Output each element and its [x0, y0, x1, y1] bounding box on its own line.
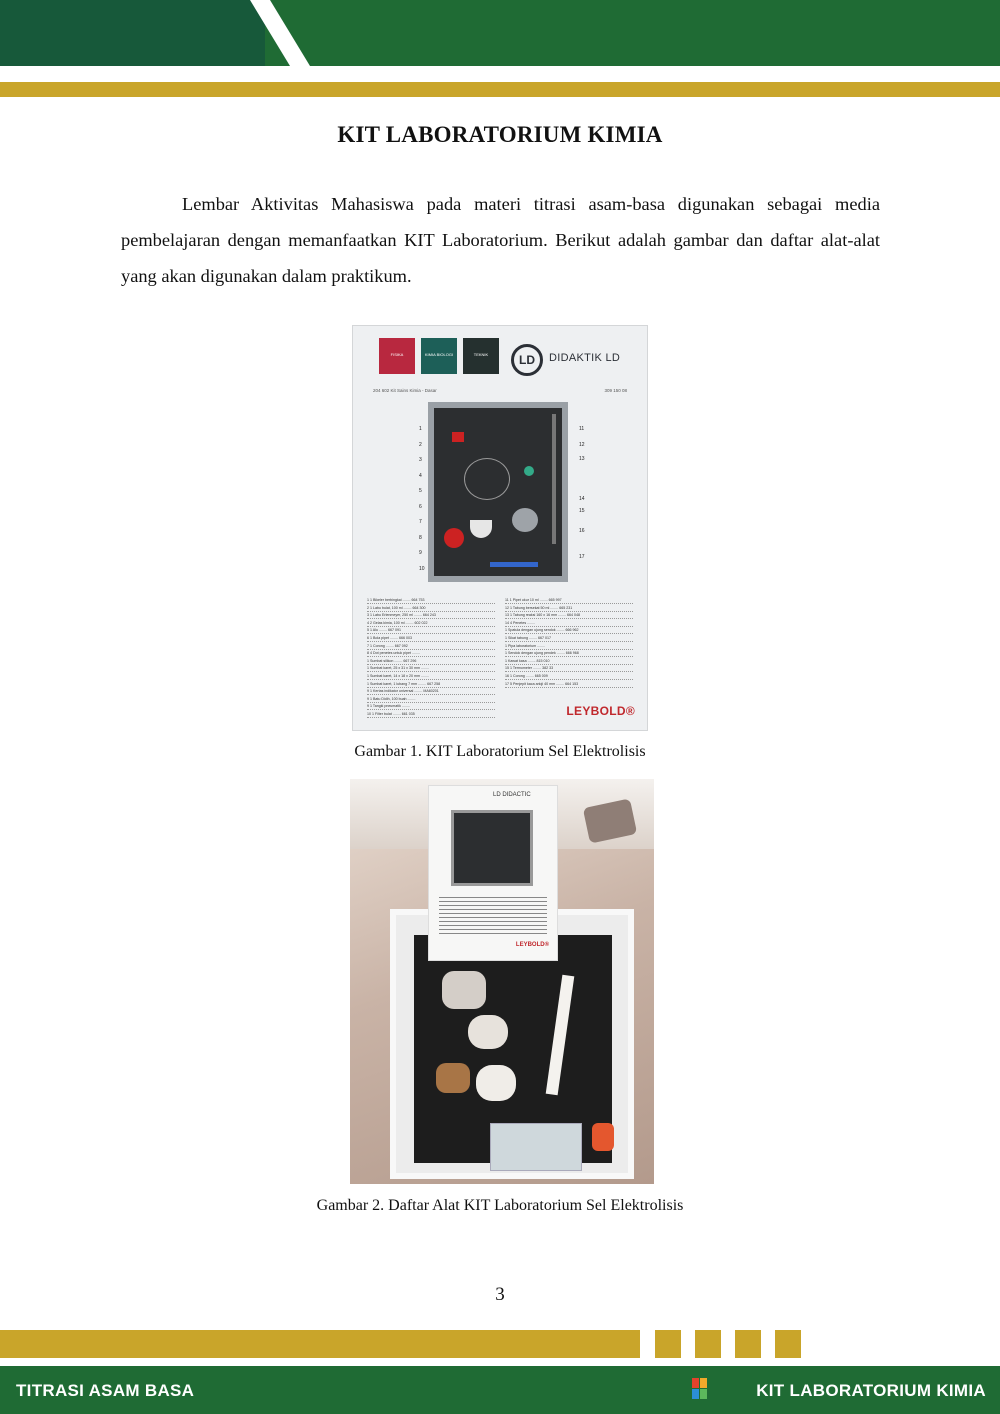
- parts-list-item: 1 Sumbat karet, 14 x 18 x 20 mm ........: [367, 674, 495, 680]
- item-number: 16: [579, 528, 585, 534]
- parts-list-item: 17 5 Penjepit kaca arloji 40 mm ........ 664 153: [505, 682, 633, 688]
- page-title: KIT LABORATORIUM KIMIA: [337, 122, 663, 147]
- parts-list-item: 3 1 Labu Erlenmeyer, 250 ml ........ 664 243: [367, 613, 495, 619]
- parts-list-item: 14 4 Penetes ........: [505, 621, 633, 627]
- footer-gold-stripe: [0, 1330, 640, 1358]
- parts-list-item: 5 1 Alu ........ 667 091: [367, 628, 495, 634]
- footer-gold-block: [735, 1330, 761, 1358]
- parts-list-item: 10 1 Filter bulat ........ 661 035: [367, 712, 495, 718]
- header-dark-shape: [0, 0, 265, 66]
- figure-2-caption: Gambar 2. Daftar Alat KIT Laboratorium Sel Elektrolisis: [316, 1197, 684, 1214]
- parts-list-item: 9 1 Tangki pneumatik ........: [367, 704, 495, 710]
- item-number: 10: [419, 565, 425, 572]
- ld-logo-icon: LD: [511, 344, 543, 376]
- parts-list-item: 1 Spatula dengan ujung sendok ........ 666 962: [505, 628, 633, 634]
- parts-list-item: 6 1 Bola pipet ........ 666 003: [367, 636, 495, 642]
- item-number: 14: [579, 496, 585, 502]
- item-number: 13: [579, 456, 585, 462]
- item-number: 7: [419, 519, 422, 525]
- parts-list-item: 4 2 Gelas kimia, 100 ml ........ 602 022: [367, 621, 495, 627]
- parts-list-item: 1 Sumbat karet, 1 lubang 7 mm ........ 667 258: [367, 682, 495, 688]
- parts-list-item: 13 1 Tabung reaksi 160 x 16 mm ........ 664 048: [505, 613, 633, 619]
- parts-list-item: 9 1 Batu Didih, 100 buah ........: [367, 697, 495, 703]
- leybold-brand: LEYBOLD®: [566, 704, 635, 718]
- item-number: 8: [419, 534, 422, 541]
- item-number: 2: [419, 441, 422, 448]
- parts-list-item: 15 1 Termometer ........ 382 33: [505, 666, 633, 672]
- ld-logo-text: DIDAKTIK LD: [549, 352, 621, 364]
- footer-left-title: TITRASI ASAM BASA: [16, 1381, 195, 1400]
- footer-gold-block: [655, 1330, 681, 1358]
- category-square-chemistry: KIMIA BIOLOGI: [421, 338, 457, 374]
- category-square-technic: TEKNIK: [463, 338, 499, 374]
- item-number: 9: [419, 550, 422, 556]
- parts-list-item: 12 1 Tabung bersekat 50 ml ........ 665 231: [505, 606, 633, 612]
- item-number: 4: [419, 472, 422, 479]
- item-number: 6: [419, 503, 422, 510]
- parts-list-item: 1 Sumbat silikon ........ 667 296: [367, 659, 495, 665]
- parts-list-item: 1 Kawat kasa ........ 815 010: [505, 659, 633, 665]
- parts-list-item: 2 1 Labu bulat, 100 ml ........ 664 300: [367, 606, 495, 612]
- footer-right-title: KIT LABORATORIUM KIMIA: [756, 1381, 986, 1400]
- header-gold-stripe: [0, 82, 1000, 97]
- parts-list-item: 1 1 Bikeler berbingkai ........ 664 753: [367, 598, 495, 604]
- parts-list-left: [367, 598, 495, 720]
- parts-list-item: 1 Sendok dengan ujung pendek ........ 666 968: [505, 651, 633, 657]
- parts-list-item: 16 1 Corong ........ 665 009: [505, 674, 633, 680]
- kit-subtitle: 204 602 Kit Sains Kimia - Dasar: [373, 388, 437, 393]
- intro-paragraph: Lembar Aktivitas Mahasiswa pada materi titrasi asam-basa digunakan sebagai media pembelajaran dengan memanfaatkan KIT Laboratorium. Berikut adalah gambar dan daftar alat-alat yang akan digunakan dalam praktikum.: [121, 194, 880, 286]
- item-number: 15: [579, 508, 585, 514]
- parts-list-item: 9 1 Kertas indikator universal ........ MA60201: [367, 689, 495, 695]
- kit-code: 309 150 08: [604, 388, 627, 393]
- item-number: 1: [419, 426, 422, 432]
- parts-list-item: 7 1 Corong ........ 667 092: [367, 644, 495, 650]
- footer-gold-block: [775, 1330, 801, 1358]
- item-number: 17: [579, 554, 585, 560]
- figure-2-kit-photo: [350, 779, 654, 1184]
- parts-list-item: 11 1 Pipet ukur 10 ml ........ 665 997: [505, 598, 633, 604]
- parts-list-item: 1 Pipa laboratorium ........: [505, 644, 633, 650]
- page-number: 3: [495, 1284, 505, 1305]
- parts-list-item: 1 Sikat tabung ........ 667 017: [505, 636, 633, 642]
- kit-tray-illustration: [428, 402, 568, 582]
- liveworksheets-badge-icon: [692, 1378, 708, 1400]
- category-square-physics: FISIKA: [379, 338, 415, 374]
- item-number: 3: [419, 457, 422, 463]
- footer-gold-block: [695, 1330, 721, 1358]
- figure-1-caption: Gambar 1. KIT Laboratorium Sel Elektrolisis: [354, 743, 646, 760]
- parts-list-item: 8 4 Dot penetes untuk pipet ........: [367, 651, 495, 657]
- parts-list-right: [505, 598, 633, 689]
- item-number: 12: [579, 442, 585, 448]
- item-number: 11: [579, 426, 585, 432]
- item-number: 5: [419, 488, 422, 494]
- parts-list-item: 1 Sumbat karet, 25 x 31 x 30 mm ........: [367, 666, 495, 672]
- kit-manual-sheet: LD DIDACTIC LEYBOLD®: [428, 785, 558, 961]
- figure-1-kit-manual: [352, 325, 648, 731]
